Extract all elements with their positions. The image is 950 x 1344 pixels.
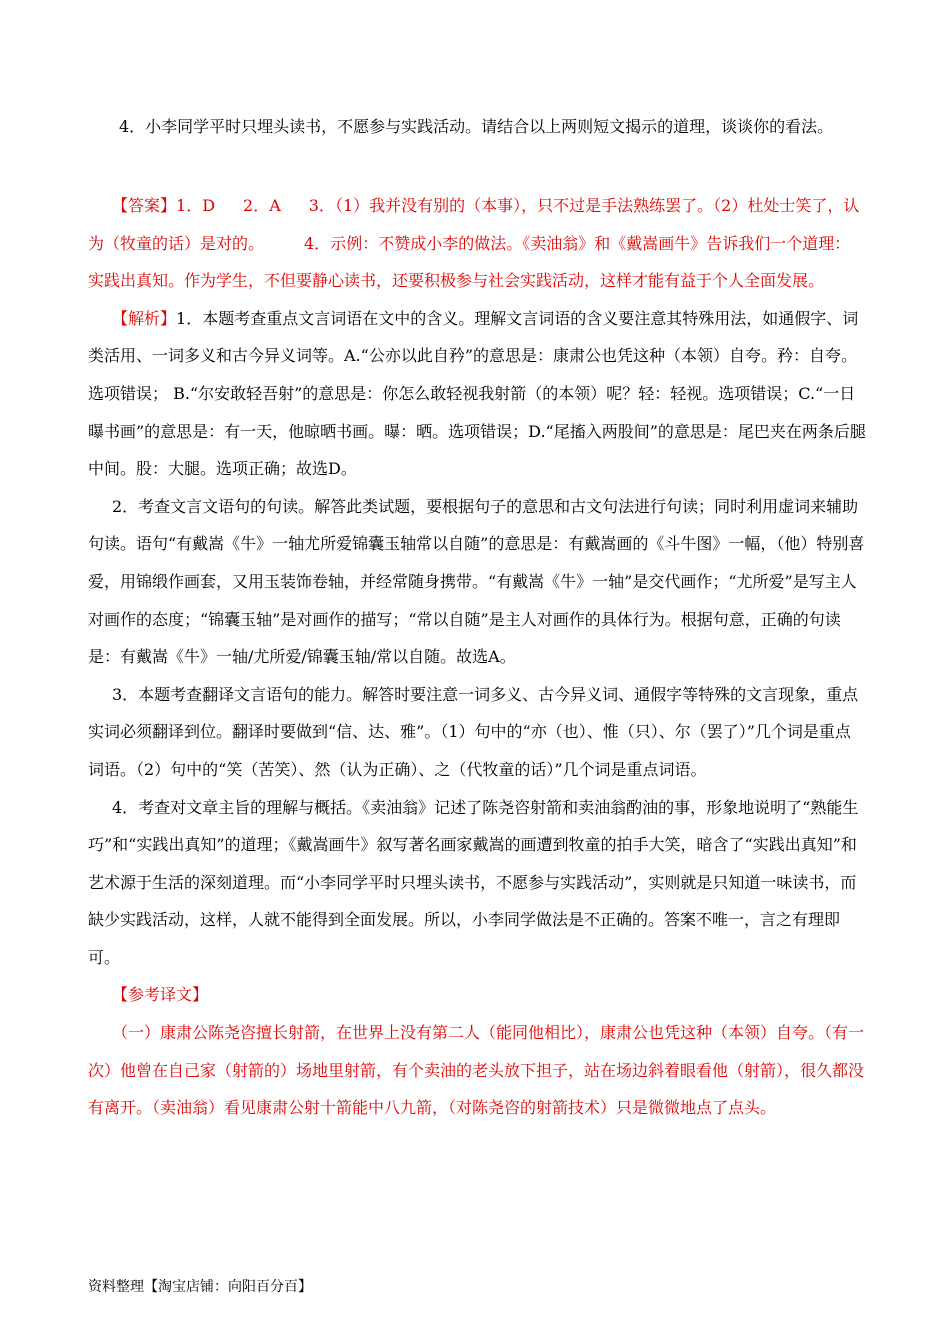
analysis-label: 【解析】 <box>112 308 177 328</box>
analysis-4: 4．考查对文章主旨的理解与概括。《卖油翁》记述了陈尧咨射箭和卖油翁酌油的事，形象地说明了“熟能生巧”和“实践出真知”的道理；《戴嵩画牛》叙写著名画家戴嵩的画遭到牧童的拍手大笑，暗含了“实践出真知”和艺术源于生活的深刻道理。而“小李同学平时只埋头读书，不愿参与实践活动”，实则就是只知道一味读书，而缺少实践活动，这样，人就不能得到全面发展。所以，小李同学做法是不正确的。答案不唯一，言之有理即可。 <box>88 797 859 967</box>
answer-4: 4．示例：不赞成小李的做法。《卖油翁》和《戴嵩画牛》告诉我们一个道理：实践出真知。作为学生，不但要静心读书，还要积极参与社会实践活动，这样才能有益于个人全面发展。 <box>88 233 851 291</box>
analysis-2: 2．考查文言文语句的句读。解答此类试题，要根据句子的意思和古文句法进行句读；同时利用虚词来辅助句读。语句“有戴嵩《牛》一轴尤所爱锦囊玉轴常以自随”的意思是：有戴嵩画的《斗牛图》一幅，（他）特别喜爱，用锦缎作画套，又用玉装饰卷轴，并经常随身携带。“有戴嵩《牛》一轴”是交代画作；“尤所爱”是写主人对画作的态度；“锦囊玉轴”是对画作的描写；“常以自随”是主人对画作的具体行为。根据句意，正确的句读是：有戴嵩《牛》一轴/尤所爱/锦囊玉轴/常以自随。故选A。 <box>88 496 865 667</box>
reference-heading: 【参考译文】 <box>112 985 209 1005</box>
footer-note: 资料整理【淘宝店铺：向阳百分百】 <box>88 1279 312 1295</box>
question-4: 4．小李同学平时只埋头读书，不愿参与实践活动。请结合以上两则短文揭示的道理，谈谈你的看法。 <box>119 117 834 136</box>
analysis-1: 1．本题考查重点文言词语在文中的含义。理解文言词语的含义要注意其特殊用法，如通假字、词类活用、一词多义和古今异义词等。A.“公亦以此自矜”的意思是：康肃公也凭这种（本领）自夸。矜：自夸。选项错误； B.“尔安敢轻吾射”的意思是：你怎么敢轻视我射箭（的本领）呢？轻：轻视。选项错误；C.“一日曝书画”的意思是：有一天，他晾晒书画。曝：晒。选项错误；D.“尾搐入两股间”的意思是：尾巴夹在两条后腿中间。股：大腿。选项正确；故选D。 <box>88 308 866 479</box>
answer-2: 2．A <box>243 196 281 215</box>
reference-paragraph-1: （一）康肃公陈尧咨擅长射箭，在世界上没有第二人（能同他相比），康肃公也凭这种（本领）自夸。（有一次）他曾在自己家（射箭的）场地里射箭，有个卖油的老头放下担子，站在场边斜着眼看他（射箭），很久都没有离开。（卖油翁）看见康肃公射十箭能中八九箭，（对陈尧咨的射箭技术）只是微微地点了点头。 <box>88 1023 865 1118</box>
answer-3: 3．（1）我并没有别的（本事），只不过是手法熟练罢了。（2）杜处士笑了，认为（牧童的话）是对的。 <box>88 196 860 253</box>
answer-label: 【答案】 <box>112 196 177 215</box>
analysis-3: 3．本题考查翻译文言语句的能力。解答时要注意一词多义、古今异义词、通假字等特殊的文言现象，重点实词必须翻译到位。翻译时要做到“信、达、雅”。（1）句中的“亦（也）、惟（只）、尔（罢了）”几个词是重点词语。（2）句中的“笑（苦笑）、然（认为正确）、之（代牧童的话）”几个词是重点词语。 <box>88 684 859 779</box>
answer-section <box>88 187 866 300</box>
document-body <box>88 187 866 1127</box>
answer-1: 1．D <box>176 196 216 215</box>
analysis-section-1 <box>88 300 866 488</box>
